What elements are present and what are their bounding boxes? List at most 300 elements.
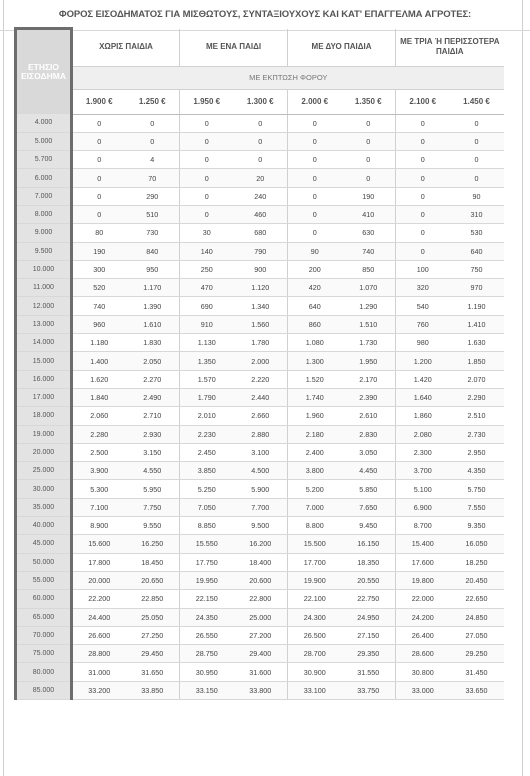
tax-value-cell: 0 [342, 169, 396, 187]
tax-value-cell: 2.880 [234, 425, 288, 443]
income-cell: 11.000 [16, 279, 72, 297]
tax-value-cell: 2.390 [342, 388, 396, 406]
group-two-children: ΜΕ ΔΥΟ ΠΑΙΔΙΑ [288, 29, 396, 67]
tax-value-cell: 5.950 [126, 480, 180, 498]
tax-value-cell: 20.000 [72, 571, 126, 589]
tax-value-cell: 690 [180, 297, 234, 315]
income-cell: 20.000 [16, 443, 72, 461]
tax-value-cell: 910 [180, 315, 234, 333]
tax-value-cell: 1.510 [342, 315, 396, 333]
group-no-children: ΧΩΡΙΣ ΠΑΙΔΙΑ [72, 29, 180, 67]
table-row [16, 187, 504, 205]
tax-value-cell: 2.170 [342, 370, 396, 388]
tax-value-cell: 2.000 [234, 352, 288, 370]
tax-value-cell: 2.010 [180, 407, 234, 425]
tax-value-cell: 17.600 [396, 553, 450, 571]
annual-income-header: ΕΤΗΣΙΟ ΕΙΣΟΔΗΜΑ [16, 29, 72, 115]
table-body [16, 114, 504, 700]
tax-value-cell: 0 [126, 114, 180, 132]
tax-value-cell: 0 [234, 132, 288, 150]
tax-value-cell: 0 [396, 224, 450, 242]
tax-value-cell: 16.200 [234, 535, 288, 553]
sub-header: 2.100 € [396, 89, 450, 114]
tax-value-cell: 1.190 [450, 297, 504, 315]
tax-value-cell: 29.400 [234, 645, 288, 663]
tax-value-cell: 0 [396, 169, 450, 187]
tax-value-cell: 0 [396, 132, 450, 150]
income-cell: 17.000 [16, 388, 72, 406]
table-row [16, 242, 504, 260]
tax-value-cell: 2.060 [72, 407, 126, 425]
tax-value-cell: 9.450 [342, 517, 396, 535]
tax-value-cell: 0 [72, 169, 126, 187]
tax-value-cell: 2.610 [342, 407, 396, 425]
tax-value-cell: 2.730 [450, 425, 504, 443]
tax-value-cell: 27.200 [234, 626, 288, 644]
tax-value-cell: 3.100 [234, 443, 288, 461]
tax-value-cell: 20 [234, 169, 288, 187]
tax-value-cell: 4.550 [126, 462, 180, 480]
tax-value-cell: 18.400 [234, 553, 288, 571]
table-row [16, 279, 504, 297]
income-cell: 25.000 [16, 462, 72, 480]
tax-value-cell: 0 [396, 151, 450, 169]
income-tax-table [14, 27, 504, 700]
income-cell: 5.700 [16, 151, 72, 169]
table-row [16, 443, 504, 461]
tax-value-cell: 18.250 [450, 553, 504, 571]
tax-value-cell: 1.420 [396, 370, 450, 388]
tax-value-cell: 5.750 [450, 480, 504, 498]
income-cell: 5.000 [16, 132, 72, 150]
tax-value-cell: 17.800 [72, 553, 126, 571]
table-row [16, 370, 504, 388]
tax-value-cell: 0 [180, 132, 234, 150]
tax-value-cell: 22.150 [180, 590, 234, 608]
tax-value-cell: 20.600 [234, 571, 288, 589]
tax-value-cell: 31.600 [234, 663, 288, 681]
tax-value-cell: 4 [126, 151, 180, 169]
table-row [16, 535, 504, 553]
tax-value-cell: 29.350 [342, 645, 396, 663]
tax-value-cell: 950 [126, 260, 180, 278]
table-row [16, 132, 504, 150]
tax-value-cell: 1.400 [72, 352, 126, 370]
tax-value-cell: 0 [288, 205, 342, 223]
tax-value-cell: 760 [396, 315, 450, 333]
income-cell: 10.000 [16, 260, 72, 278]
income-cell: 30.000 [16, 480, 72, 498]
tax-value-cell: 8.900 [72, 517, 126, 535]
tax-value-cell: 2.930 [126, 425, 180, 443]
tax-value-cell: 33.150 [180, 681, 234, 699]
tax-value-cell: 19.900 [288, 571, 342, 589]
tax-value-cell: 250 [180, 260, 234, 278]
tax-value-cell: 460 [234, 205, 288, 223]
tax-value-cell: 1.390 [126, 297, 180, 315]
tax-value-cell: 1.570 [180, 370, 234, 388]
income-cell: 19.000 [16, 425, 72, 443]
tax-value-cell: 310 [450, 205, 504, 223]
tax-value-cell: 19.800 [396, 571, 450, 589]
tax-value-cell: 24.350 [180, 608, 234, 626]
tax-value-cell: 640 [450, 242, 504, 260]
table-row [16, 498, 504, 516]
tax-value-cell: 1.180 [72, 334, 126, 352]
tax-value-cell: 1.730 [342, 334, 396, 352]
tax-value-cell: 17.750 [180, 553, 234, 571]
tax-value-cell: 90 [450, 187, 504, 205]
table-title: ΦΟΡΟΣ ΕΙΣΟΔΗΜΑΤΟΣ ΓΙΑ ΜΙΣΘΩΤΟΥΣ, ΣΥΝΤΑΞΙΟΥΧΟΥΣ ΚΑΙ ΚΑΤ' ΕΠΑΓΓΕΛΜΑ ΑΓΡΟΤΕΣ: [0, 0, 530, 31]
tax-value-cell: 4.450 [342, 462, 396, 480]
income-cell: 6.000 [16, 169, 72, 187]
tax-value-cell: 31.550 [342, 663, 396, 681]
tax-value-cell: 30.800 [396, 663, 450, 681]
income-cell: 16.000 [16, 370, 72, 388]
tax-value-cell: 17.700 [288, 553, 342, 571]
tax-value-cell: 7.750 [126, 498, 180, 516]
table-row [16, 407, 504, 425]
tax-value-cell: 640 [288, 297, 342, 315]
tax-value-cell: 1.520 [288, 370, 342, 388]
tax-value-cell: 2.830 [342, 425, 396, 443]
tax-value-cell: 7.550 [450, 498, 504, 516]
tax-value-cell: 26.600 [72, 626, 126, 644]
tax-value-cell: 29.250 [450, 645, 504, 663]
sub-header: 2.000 € [288, 89, 342, 114]
group-three-plus-children: ΜΕ ΤΡΙΑ Ή ΠΕΡΙΣΣΟΤΕΡΑ ΠΑΙΔΙΑ [396, 29, 504, 67]
table-row [16, 462, 504, 480]
tax-value-cell: 7.000 [288, 498, 342, 516]
tax-value-cell: 0 [180, 187, 234, 205]
tax-value-cell: 1.200 [396, 352, 450, 370]
tax-value-cell: 5.100 [396, 480, 450, 498]
tax-value-cell: 2.220 [234, 370, 288, 388]
tax-value-cell: 0 [72, 187, 126, 205]
income-cell: 7.000 [16, 187, 72, 205]
tax-value-cell: 25.000 [234, 608, 288, 626]
tax-value-cell: 15.550 [180, 535, 234, 553]
tax-value-cell: 0 [72, 151, 126, 169]
tax-value-cell: 22.800 [234, 590, 288, 608]
tax-value-cell: 27.250 [126, 626, 180, 644]
tax-value-cell: 0 [72, 114, 126, 132]
tax-value-cell: 7.650 [342, 498, 396, 516]
tax-value-cell: 2.710 [126, 407, 180, 425]
tax-value-cell: 15.600 [72, 535, 126, 553]
tax-value-cell: 0 [180, 169, 234, 187]
tax-value-cell: 2.510 [450, 407, 504, 425]
income-cell: 60.000 [16, 590, 72, 608]
tax-value-cell: 22.100 [288, 590, 342, 608]
tax-value-cell: 2.490 [126, 388, 180, 406]
table-row [16, 205, 504, 223]
tax-value-cell: 320 [396, 279, 450, 297]
tax-value-cell: 0 [450, 169, 504, 187]
income-cell: 35.000 [16, 498, 72, 516]
sub-header: 1.450 € [450, 89, 504, 114]
tax-value-cell: 1.860 [396, 407, 450, 425]
tax-value-cell: 22.200 [72, 590, 126, 608]
tax-value-cell: 470 [180, 279, 234, 297]
income-cell: 9.500 [16, 242, 72, 260]
sub-header: 1.350 € [342, 89, 396, 114]
tax-value-cell: 33.100 [288, 681, 342, 699]
tax-value-cell: 630 [342, 224, 396, 242]
table-row [16, 517, 504, 535]
table-row [16, 388, 504, 406]
table-row [16, 645, 504, 663]
sub-header: 1.300 € [234, 89, 288, 114]
income-cell: 15.000 [16, 352, 72, 370]
tax-value-cell: 190 [72, 242, 126, 260]
tax-value-cell: 0 [342, 151, 396, 169]
tax-value-cell: 30.950 [180, 663, 234, 681]
tax-value-cell: 750 [450, 260, 504, 278]
tax-value-cell: 3.050 [342, 443, 396, 461]
table-row [16, 151, 504, 169]
table-row [16, 114, 504, 132]
tax-value-cell: 33.800 [234, 681, 288, 699]
tax-value-cell: 200 [288, 260, 342, 278]
tax-value-cell: 2.050 [126, 352, 180, 370]
tax-value-cell: 24.200 [396, 608, 450, 626]
tax-value-cell: 1.130 [180, 334, 234, 352]
tax-value-cell: 970 [450, 279, 504, 297]
tax-value-cell: 290 [126, 187, 180, 205]
table-row [16, 681, 504, 699]
tax-value-cell: 18.350 [342, 553, 396, 571]
tax-value-cell: 2.180 [288, 425, 342, 443]
table-row [16, 626, 504, 644]
income-cell: 8.000 [16, 205, 72, 223]
tax-value-cell: 1.290 [342, 297, 396, 315]
tax-value-cell: 0 [180, 151, 234, 169]
table-row [16, 553, 504, 571]
tax-value-cell: 33.000 [396, 681, 450, 699]
tax-value-cell: 18.450 [126, 553, 180, 571]
tax-value-cell: 31.650 [126, 663, 180, 681]
tax-value-cell: 25.050 [126, 608, 180, 626]
tax-value-cell: 740 [72, 297, 126, 315]
tax-value-cell: 22.850 [126, 590, 180, 608]
tax-value-cell: 70 [126, 169, 180, 187]
right-margin-rule [522, 0, 523, 776]
tax-value-cell: 850 [342, 260, 396, 278]
sub-header: 1.950 € [180, 89, 234, 114]
income-cell: 70.000 [16, 626, 72, 644]
tax-value-cell: 5.250 [180, 480, 234, 498]
table-row [16, 260, 504, 278]
tax-value-cell: 1.350 [180, 352, 234, 370]
tax-value-cell: 27.050 [450, 626, 504, 644]
tax-value-cell: 0 [288, 224, 342, 242]
tax-value-cell: 3.850 [180, 462, 234, 480]
income-cell: 55.000 [16, 571, 72, 589]
tax-value-cell: 1.780 [234, 334, 288, 352]
tax-value-cell: 1.080 [288, 334, 342, 352]
tax-value-cell: 0 [450, 114, 504, 132]
tax-value-cell: 0 [396, 187, 450, 205]
table-row [16, 334, 504, 352]
tax-value-cell: 790 [234, 242, 288, 260]
tax-value-cell: 0 [396, 205, 450, 223]
tax-value-cell: 9.500 [234, 517, 288, 535]
tax-value-cell: 1.560 [234, 315, 288, 333]
tax-value-cell: 26.500 [288, 626, 342, 644]
tax-value-cell: 2.300 [396, 443, 450, 461]
tax-value-cell: 80 [72, 224, 126, 242]
tax-value-cell: 8.800 [288, 517, 342, 535]
tax-value-cell: 840 [126, 242, 180, 260]
income-cell: 45.000 [16, 535, 72, 553]
tax-value-cell: 16.050 [450, 535, 504, 553]
tax-value-cell: 0 [234, 151, 288, 169]
tax-value-cell: 0 [342, 114, 396, 132]
tax-value-cell: 3.800 [288, 462, 342, 480]
table-row [16, 169, 504, 187]
tax-value-cell: 1.620 [72, 370, 126, 388]
tax-value-cell: 1.410 [450, 315, 504, 333]
tax-value-cell: 520 [72, 279, 126, 297]
tax-value-cell: 1.070 [342, 279, 396, 297]
table-row [16, 480, 504, 498]
tax-value-cell: 22.750 [342, 590, 396, 608]
table-row [16, 352, 504, 370]
tax-value-cell: 31.450 [450, 663, 504, 681]
tax-value-cell: 2.230 [180, 425, 234, 443]
tax-value-cell: 7.700 [234, 498, 288, 516]
income-cell: 18.000 [16, 407, 72, 425]
tax-value-cell: 30 [180, 224, 234, 242]
tax-value-cell: 5.900 [234, 480, 288, 498]
tax-value-cell: 0 [396, 242, 450, 260]
tax-value-cell: 1.630 [450, 334, 504, 352]
tax-value-cell: 1.300 [288, 352, 342, 370]
tax-value-cell: 980 [396, 334, 450, 352]
tax-value-cell: 2.660 [234, 407, 288, 425]
tax-value-cell: 4.350 [450, 462, 504, 480]
tax-value-cell: 0 [450, 151, 504, 169]
table-row [16, 315, 504, 333]
tax-value-cell: 5.850 [342, 480, 396, 498]
tax-value-cell: 90 [288, 242, 342, 260]
tax-value-cell: 0 [342, 132, 396, 150]
tax-value-cell: 530 [450, 224, 504, 242]
tax-value-cell: 300 [72, 260, 126, 278]
tax-value-cell: 240 [234, 187, 288, 205]
tax-value-cell: 1.830 [126, 334, 180, 352]
tax-value-cell: 8.850 [180, 517, 234, 535]
tax-value-cell: 2.280 [72, 425, 126, 443]
tax-value-cell: 3.700 [396, 462, 450, 480]
tax-value-cell: 16.250 [126, 535, 180, 553]
tax-value-cell: 1.740 [288, 388, 342, 406]
tax-deduction-note: ΜΕ ΕΚΠΤΩΣΗ ΦΟΡΟΥ [72, 66, 504, 89]
tax-value-cell: 22.650 [450, 590, 504, 608]
tax-value-cell: 4.500 [234, 462, 288, 480]
tax-value-cell: 1.840 [72, 388, 126, 406]
tax-value-cell: 28.750 [180, 645, 234, 663]
sub-header: 1.900 € [72, 89, 126, 114]
tax-value-cell: 2.270 [126, 370, 180, 388]
tax-value-cell: 900 [234, 260, 288, 278]
tax-value-cell: 1.170 [126, 279, 180, 297]
table-row [16, 297, 504, 315]
tax-value-cell: 20.650 [126, 571, 180, 589]
tax-value-cell: 0 [450, 132, 504, 150]
tax-value-cell: 20.450 [450, 571, 504, 589]
tax-value-cell: 540 [396, 297, 450, 315]
tax-value-cell: 28.800 [72, 645, 126, 663]
tax-value-cell: 15.500 [288, 535, 342, 553]
tax-value-cell: 1.850 [450, 352, 504, 370]
income-cell: 4.000 [16, 114, 72, 132]
tax-value-cell: 15.400 [396, 535, 450, 553]
tax-value-cell: 3.900 [72, 462, 126, 480]
tax-value-cell: 24.850 [450, 608, 504, 626]
income-cell: 50.000 [16, 553, 72, 571]
tax-value-cell: 1.640 [396, 388, 450, 406]
tax-value-cell: 7.050 [180, 498, 234, 516]
tax-value-cell: 0 [288, 187, 342, 205]
tax-value-cell: 140 [180, 242, 234, 260]
tax-value-cell: 20.550 [342, 571, 396, 589]
tax-value-cell: 2.070 [450, 370, 504, 388]
tax-value-cell: 6.900 [396, 498, 450, 516]
tax-value-cell: 1.950 [342, 352, 396, 370]
tax-value-cell: 0 [180, 114, 234, 132]
tax-value-cell: 680 [234, 224, 288, 242]
tax-value-cell: 0 [234, 114, 288, 132]
tax-value-cell: 22.000 [396, 590, 450, 608]
tax-value-cell: 1.790 [180, 388, 234, 406]
tax-value-cell: 0 [180, 205, 234, 223]
income-cell: 75.000 [16, 645, 72, 663]
table-row [16, 571, 504, 589]
tax-value-cell: 2.500 [72, 443, 126, 461]
sub-header: 1.250 € [126, 89, 180, 114]
tax-value-cell: 24.950 [342, 608, 396, 626]
tax-value-cell: 2.450 [180, 443, 234, 461]
tax-value-cell: 0 [72, 205, 126, 223]
income-cell: 40.000 [16, 517, 72, 535]
tax-value-cell: 1.610 [126, 315, 180, 333]
tax-value-cell: 2.950 [450, 443, 504, 461]
table-row [16, 608, 504, 626]
tax-value-cell: 420 [288, 279, 342, 297]
tax-value-cell: 26.550 [180, 626, 234, 644]
tax-value-cell: 0 [288, 169, 342, 187]
tax-value-cell: 1.340 [234, 297, 288, 315]
tax-value-cell: 2.400 [288, 443, 342, 461]
tax-value-cell: 510 [126, 205, 180, 223]
tax-value-cell: 29.450 [126, 645, 180, 663]
income-cell: 12.000 [16, 297, 72, 315]
income-cell: 85.000 [16, 681, 72, 699]
tax-value-cell: 9.350 [450, 517, 504, 535]
tax-value-cell: 7.100 [72, 498, 126, 516]
income-cell: 9.000 [16, 224, 72, 242]
tax-value-cell: 740 [342, 242, 396, 260]
income-cell: 14.000 [16, 334, 72, 352]
tax-value-cell: 30.900 [288, 663, 342, 681]
tax-value-cell: 33.200 [72, 681, 126, 699]
tax-value-cell: 1.960 [288, 407, 342, 425]
tax-value-cell: 8.700 [396, 517, 450, 535]
tax-value-cell: 9.550 [126, 517, 180, 535]
tax-value-cell: 410 [342, 205, 396, 223]
